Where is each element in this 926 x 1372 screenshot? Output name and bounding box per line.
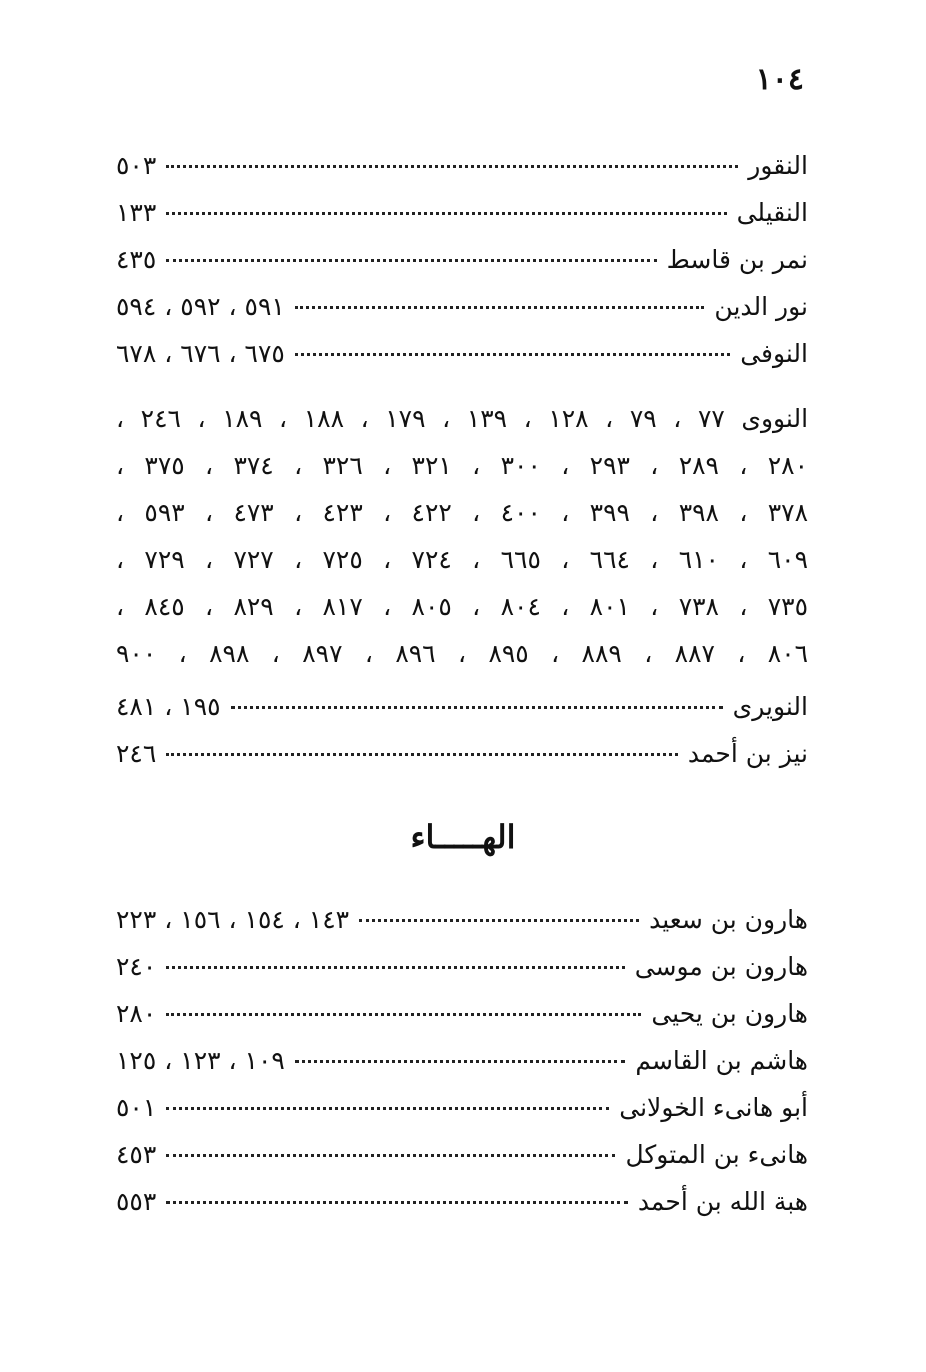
entry-name: هارون بن يحيى <box>651 999 808 1028</box>
leader-dots <box>166 162 738 168</box>
entry-name: هارون بن موسى <box>634 952 808 981</box>
index-entry <box>116 943 808 990</box>
entry-pages: ٦٧٥ ، ٦٧٦ ، ٦٧٨ <box>116 339 285 368</box>
index-group-ha <box>116 896 808 1225</box>
entry-name: النوفى <box>740 339 808 368</box>
entry-name: النويرى <box>732 692 808 721</box>
entry-line: ٧٣٥ ، ٧٣٨ ، ٨٠١ ، ٨٠٤ ، ٨٠٥ ، ٨١٧ ، ٨٢٩ ، ٨٤٥ ، <box>116 592 809 621</box>
entry-pages: ١٩٥ ، ٤٨١ <box>116 692 221 721</box>
leader-dots <box>166 750 678 756</box>
entry-name: النقيلى <box>736 198 808 227</box>
index-entry <box>116 283 808 330</box>
leader-dots <box>166 209 726 215</box>
entry-pages: ٥٠١ <box>116 1093 157 1122</box>
leader-dots <box>231 703 723 709</box>
entry-name: نمر بن قاسط <box>666 245 808 274</box>
leader-dots <box>166 256 656 262</box>
entry-name: هانىء بن المتوكل <box>625 1140 808 1169</box>
entry-pages: ٤٣٥ <box>116 245 157 274</box>
entry-pages: ٤٥٣ <box>116 1140 157 1169</box>
entry-line: ٦٠٩ ، ٦١٠ ، ٦٦٤ ، ٦٦٥ ، ٧٢٤ ، ٧٢٥ ، ٧٢٧ ، ٧٢٩ ، <box>116 545 809 574</box>
leader-dots <box>295 303 705 309</box>
index-entry <box>116 236 808 283</box>
index-entry <box>116 683 808 730</box>
index-entry <box>116 1037 808 1084</box>
entry-name: نور الدين <box>714 292 808 321</box>
entry-name: النقور <box>748 151 808 180</box>
entry-line: ٣٧٨ ، ٣٩٨ ، ٣٩٩ ، ٤٠٠ ، ٤٢٢ ، ٤٢٣ ، ٤٧٣ ، ٥٩٣ ، <box>116 498 809 527</box>
leader-dots <box>295 1057 625 1063</box>
index-group-nun-a <box>116 142 808 377</box>
index-group-nun-b <box>116 683 808 777</box>
leader-dots <box>166 1151 615 1157</box>
leader-dots <box>166 1198 628 1204</box>
index-entry <box>116 1084 808 1131</box>
entry-pages: ٢٤٠ <box>116 952 157 981</box>
entry-line: ٨٠٦ ، ٨٨٧ ، ٨٨٩ ، ٨٩٥ ، ٨٩٦ ، ٨٩٧ ، ٨٩٨ ، ٩٠٠ <box>116 639 809 668</box>
index-entry <box>116 730 808 777</box>
leader-dots <box>166 1010 641 1016</box>
page-number: ١٠٤ <box>755 62 804 97</box>
entry-pages: ٢٨٠ <box>116 999 157 1028</box>
entry-name: أبو هانىء الخولانى <box>619 1093 808 1122</box>
leader-dots <box>166 1104 609 1110</box>
entry-line: النووى ٧٧ ، ٧٩ ، ١٢٨ ، ١٣٩ ، ١٧٩ ، ١٨٨ ، ١٨٩ ، ٢٤٦ ، <box>116 404 809 433</box>
index-entry-nawawi <box>116 395 808 677</box>
entry-line: ٢٨٠ ، ٢٨٩ ، ٢٩٣ ، ٣٠٠ ، ٣٢١ ، ٣٢٦ ، ٣٧٤ ، ٣٧٥ ، <box>116 451 809 480</box>
entry-pages: ١٤٣ ، ١٥٤ ، ١٥٦ ، ٢٢٣ <box>116 905 350 934</box>
leader-dots <box>295 350 730 356</box>
index-entry <box>116 1178 808 1225</box>
entry-name: نيز بن أحمد <box>687 739 808 768</box>
entry-pages: ٢٤٦ <box>116 739 157 768</box>
entry-pages: ٥٩١ ، ٥٩٢ ، ٥٩٤ <box>116 292 285 321</box>
entry-name: هبة الله بن أحمد <box>637 1187 808 1216</box>
section-heading: الهـــــاء <box>410 818 516 856</box>
index-entry <box>116 896 808 943</box>
entry-name: هارون بن سعيد <box>649 905 808 934</box>
index-entry <box>116 990 808 1037</box>
entry-pages: ١٠٩ ، ١٢٣ ، ١٢٥ <box>116 1046 285 1075</box>
entry-name: هاشم بن القاسم <box>635 1046 808 1075</box>
index-entry <box>116 142 808 189</box>
index-entry <box>116 330 808 377</box>
leader-dots <box>166 963 624 969</box>
entry-pages: ١٣٣ <box>116 198 157 227</box>
entry-pages: ٥٠٣ <box>116 151 157 180</box>
index-entry <box>116 1131 808 1178</box>
entry-pages: ٥٥٣ <box>116 1187 157 1216</box>
index-entry <box>116 189 808 236</box>
leader-dots <box>359 916 639 922</box>
